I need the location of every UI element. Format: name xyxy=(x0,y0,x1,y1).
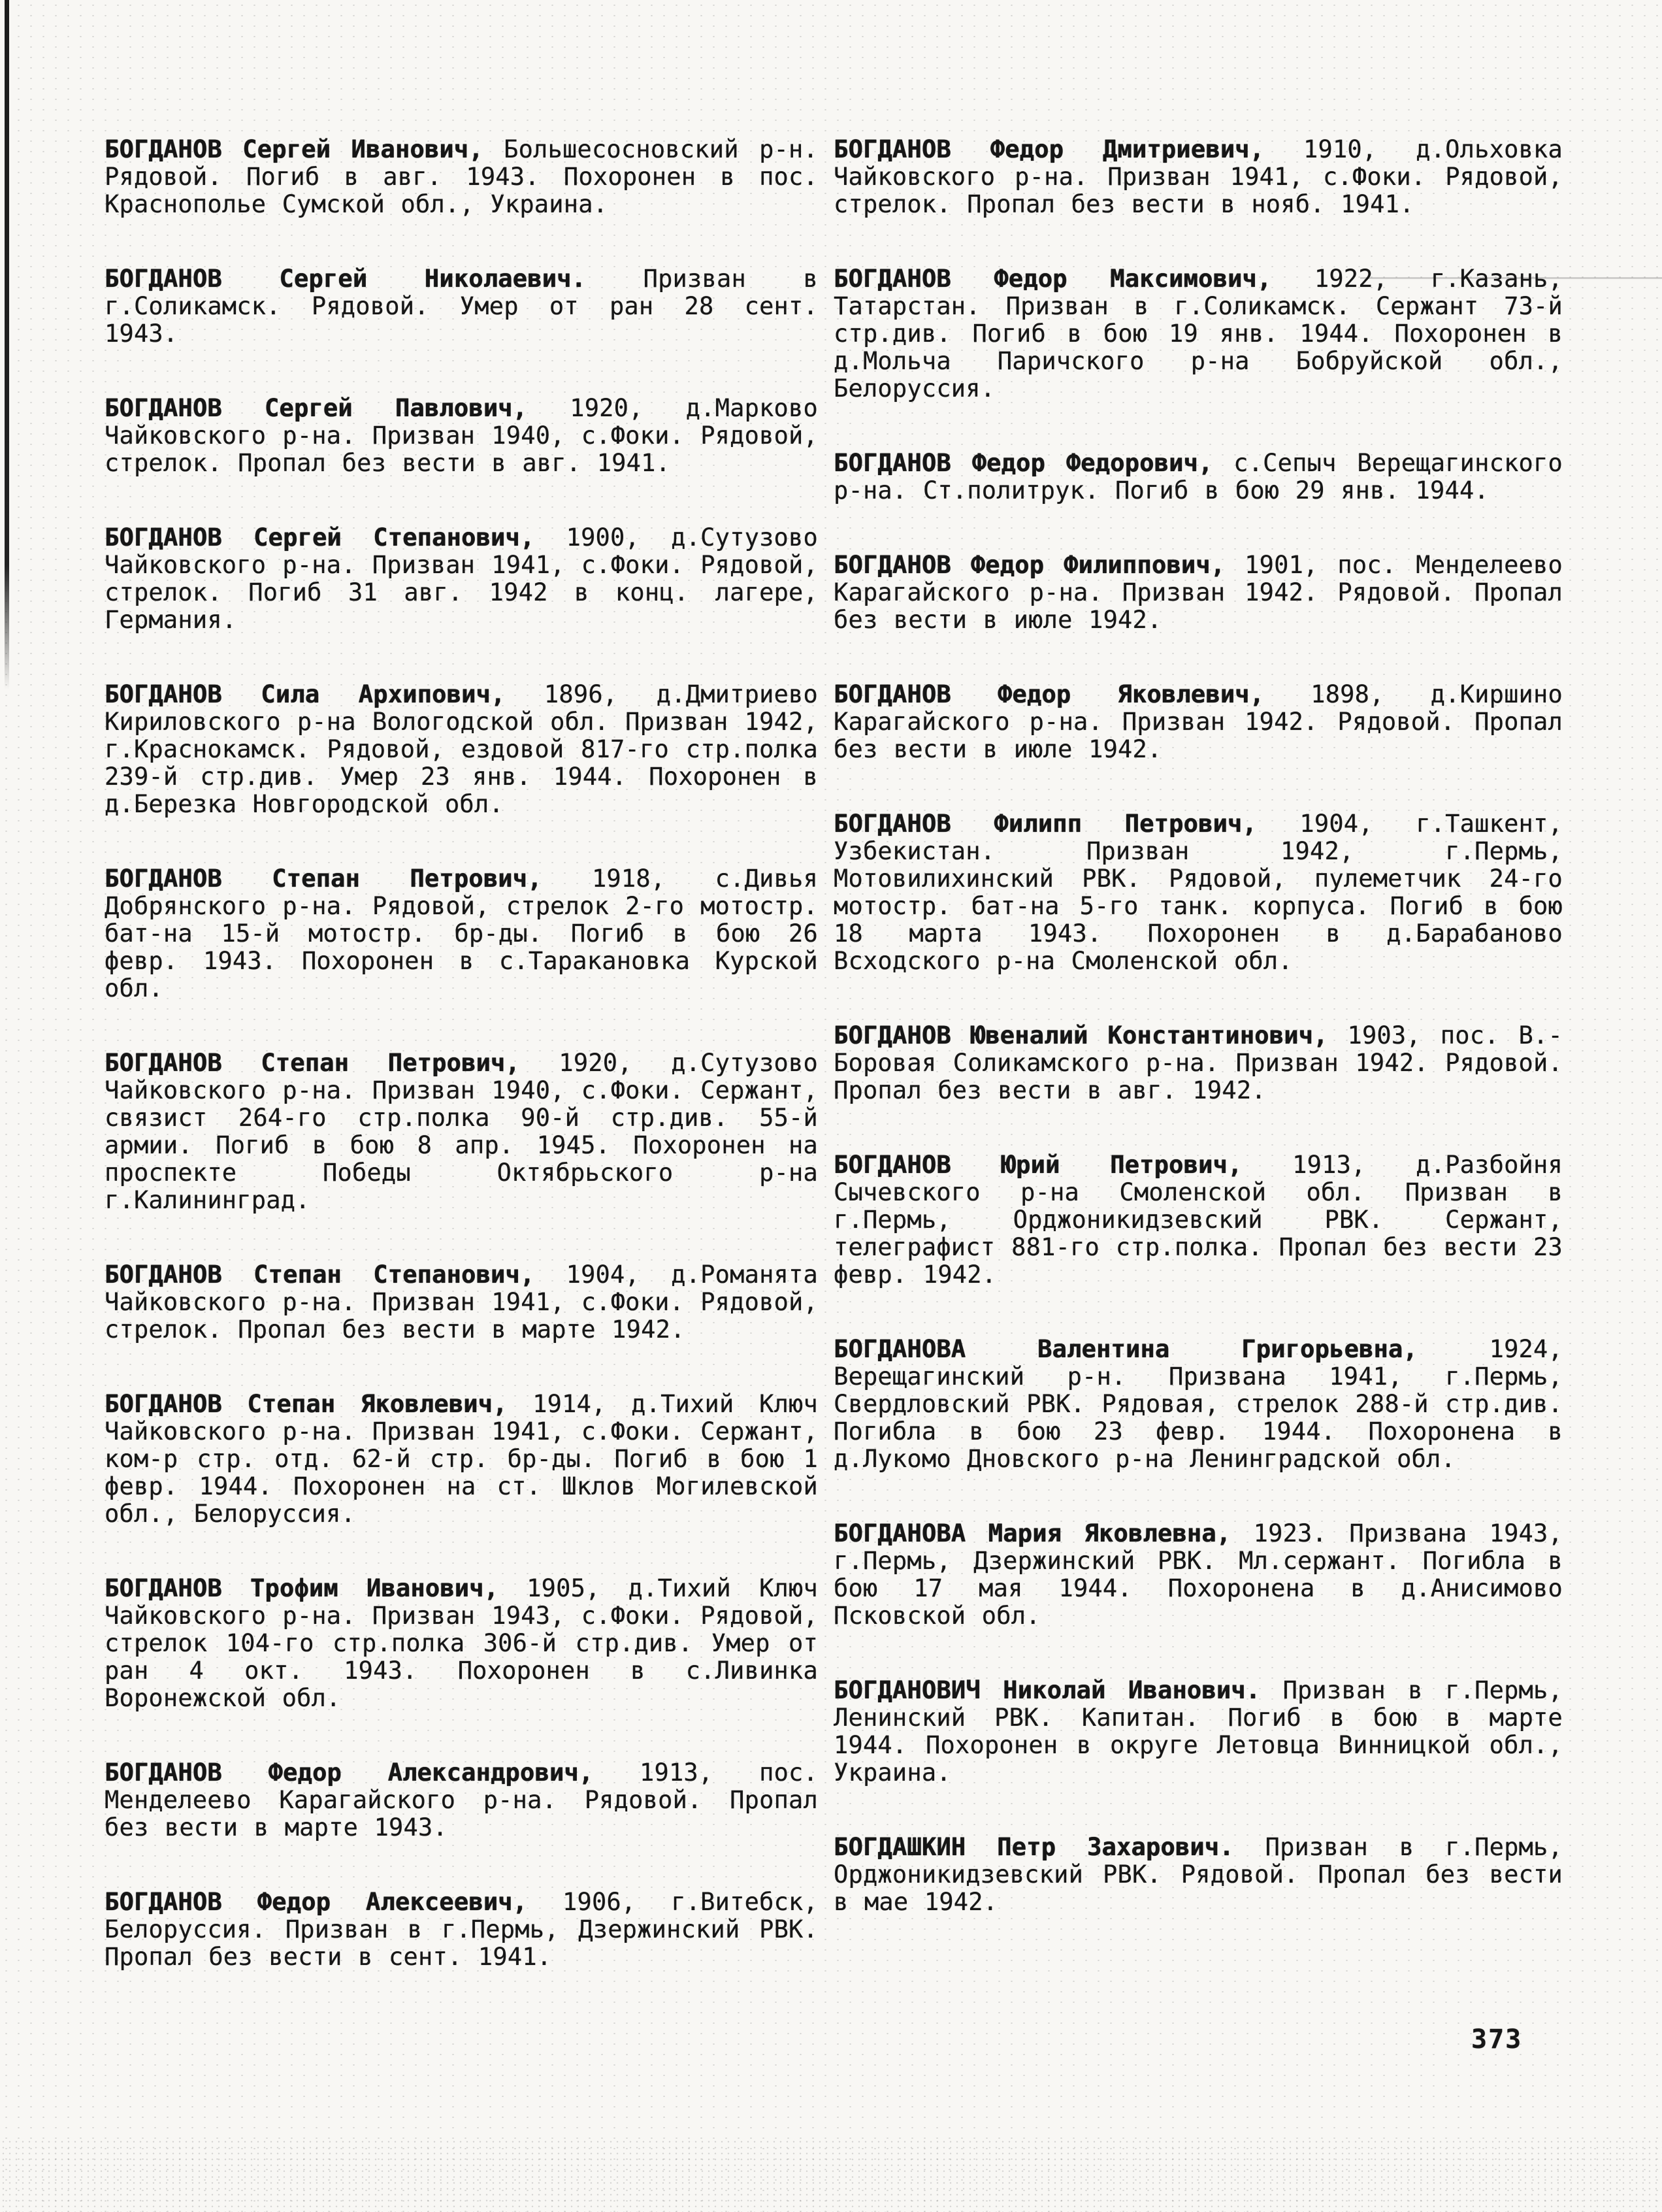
entry-surname-name: БОГДАНОВ Сергей Степанович, xyxy=(105,523,535,552)
entry-surname-name: БОГДАНОВ Федор Максимович, xyxy=(834,265,1272,293)
memorial-entry xyxy=(834,552,1563,634)
entry-details: 1920, д.Сутузово Чайковского р-на. Призван 1940, с.Фоки. Сержант, связист 264-го стр.полка 90-й стр.див. 55-й армии. Погиб в бою 8 апр. 1945. Похоронен на проспекте Победы Октябрьского р-на г.Калининград. xyxy=(105,1049,818,1214)
left-column xyxy=(105,136,818,1971)
right-column xyxy=(834,136,1563,1971)
entry-surname-name: БОГДАНОВ Юрий Петрович, xyxy=(834,1151,1243,1179)
entry-details: Призван в г.Пермь, Ленинский РВК. Капитан. Погиб в бою в марте 1944. Похоронен в округе Летовца Винницкой обл., Украина. xyxy=(834,1676,1563,1787)
entry-surname-name: БОГДАНОВ Федор Федорович, xyxy=(834,449,1213,477)
memorial-entry xyxy=(105,524,818,634)
entry-details: 1904, д.Романята Чайковского р-на. Призван 1941, с.Фоки. Рядовой, стрелок. Пропал без вести в марте 1942. xyxy=(105,1261,818,1344)
memorial-entry xyxy=(834,810,1563,975)
entry-surname-name: БОГДАНОВ Филипп Петрович, xyxy=(834,810,1257,838)
entry-details: 1906, г.Витебск, Белоруссия. Призван в г.Пермь, Дзержинский РВК. Пропал без вести в сент. 1941. xyxy=(105,1888,818,1971)
entry-details: 1904, г.Ташкент, Узбекистан. Призван 1942, г.Пермь, Мотовилихинский РВК. Рядовой, пулеметчик 24-го мотостр. бат-на 5-го танк. корпуса. Погиб в бою 18 марта 1943. Похоронен в д.Барабаново Всходского р-на Смоленской обл. xyxy=(834,810,1563,975)
entry-surname-name: БОГДАНОВ Федор Алексеевич, xyxy=(105,1888,528,1916)
entry-details: 1900, д.Сутузово Чайковского р-на. Призван 1941, с.Фоки. Рядовой, стрелок. Погиб 31 авг. 1942 в конц. лагере, Германия. xyxy=(105,523,818,634)
memorial-entry xyxy=(105,1049,818,1214)
entry-details: 1903, пос. В.-Боровая Соликамского р-на. Призван 1942. Рядовой. Пропал без вести в авг. 1942. xyxy=(834,1021,1563,1104)
entry-details: 1922, г.Казань, Татарстан. Призван в г.Соликамск. Сержант 73-й стр.див. Погиб в бою 19 янв. 1944. Похоронен в д.Мольча Паричского р-на Бобруйской обл., Белоруссия. xyxy=(834,265,1563,403)
text-columns xyxy=(105,136,1563,1971)
entry-surname-name: БОГДАНОВИЧ Николай Иванович. xyxy=(834,1676,1261,1704)
memorial-entry xyxy=(105,1261,818,1344)
entry-surname-name: БОГДАНОВА Валентина Григорьевна, xyxy=(834,1335,1418,1363)
entry-details: 1914, д.Тихий Ключ Чайковского р-на. Призван 1941, с.Фоки. Сержант, ком-р стр. отд. 62-й стр. бр-ды. Погиб в бою 1 февр. 1944. Похоронен на ст. Шклов Могилевской обл., Белоруссия. xyxy=(105,1390,818,1528)
entry-surname-name: БОГДАНОВ Федор Александрович, xyxy=(105,1758,594,1787)
memorial-entry xyxy=(834,681,1563,763)
entry-surname-name: БОГДАНОВ Сергей Иванович, xyxy=(105,135,483,163)
entry-surname-name: БОГДАШКИН Петр Захарович. xyxy=(834,1833,1234,1861)
memorial-entry xyxy=(834,1336,1563,1473)
page-number: 373 xyxy=(1471,2024,1523,2055)
memorial-entry xyxy=(105,1575,818,1712)
entry-details: Большесосновский р-н. Рядовой. Погиб в авг. 1943. Похоронен в пос. Краснополье Сумской обл., Украина. xyxy=(105,135,818,218)
entry-surname-name: БОГДАНОВ Сила Архипович, xyxy=(105,680,506,708)
memorial-entry xyxy=(105,1889,818,1971)
memorial-entry xyxy=(105,681,818,818)
entry-surname-name: БОГДАНОВ Ювеналий Константинович, xyxy=(834,1021,1328,1049)
entry-details: 1905, д.Тихий Ключ Чайковского р-на. Призван 1943, с.Фоки. Рядовой, стрелок 104-го стр.полка 306-й стр.див. Умер от ран 4 окт. 1943. Похоронен в с.Ливинка Воронежской обл. xyxy=(105,1574,818,1712)
memorial-entry xyxy=(834,1520,1563,1630)
entry-surname-name: БОГДАНОВА Мария Яковлевна, xyxy=(834,1519,1231,1547)
memorial-entry xyxy=(834,1151,1563,1289)
entry-details: 1924, Верещагинский р-н. Призвана 1941, г.Пермь, Свердловский РВК. Рядовая, стрелок 288-й стр.див. Погибла в бою 23 февр. 1944. Похоронена в д.Лукомо Дновского р-на Ленинградской обл. xyxy=(834,1335,1563,1473)
entry-details: 1920, д.Марково Чайковского р-на. Призван 1940, с.Фоки. Рядовой, стрелок. Пропал без вести в авг. 1941. xyxy=(105,394,818,477)
entry-details: Призван в г.Соликамск. Рядовой. Умер от ран 28 сент. 1943. xyxy=(105,265,818,348)
memorial-entry xyxy=(105,136,818,218)
memorial-entry xyxy=(834,265,1563,403)
entry-details: 1901, пос. Менделеево Карагайского р-на. Призван 1942. Рядовой. Пропал без вести в июле 1942. xyxy=(834,551,1563,634)
entry-surname-name: БОГДАНОВ Федор Дмитриевич, xyxy=(834,135,1265,163)
scan-artifact-left-edge-line xyxy=(5,0,9,689)
entry-surname-name: БОГДАНОВ Трофим Иванович, xyxy=(105,1574,499,1602)
memorial-entry xyxy=(834,1677,1563,1787)
memorial-entry xyxy=(834,1022,1563,1104)
entry-surname-name: БОГДАНОВ Степан Степанович, xyxy=(105,1261,535,1289)
memorial-entry xyxy=(834,1834,1563,1916)
memorial-entry xyxy=(105,265,818,348)
memorial-entry xyxy=(105,1759,818,1841)
entry-surname-name: БОГДАНОВ Федор Филиппович, xyxy=(834,551,1226,579)
memorial-entry xyxy=(105,1391,818,1528)
entry-details: 1898, д.Киршино Карагайского р-на. Призван 1942. Рядовой. Пропал без вести в июле 1942. xyxy=(834,680,1563,763)
entry-details: 1896, д.Дмитриево Кириловского р-на Вологодской обл. Призван 1942, г.Краснокамск. Рядовой, ездовой 817-го стр.полка 239-й стр.див. Умер 23 янв. 1944. Похоронен в д.Березка Новгородской обл. xyxy=(105,680,818,818)
memorial-entry xyxy=(834,136,1563,218)
entry-details: 1923. Призвана 1943, г.Пермь, Дзержинский РВК. Мл.сержант. Погибла в бою 17 мая 1944. Похоронена в д.Анисимово Псковской обл. xyxy=(834,1519,1563,1630)
entry-details: с.Сепыч Верещагинского р-на. Ст.политрук. Погиб в бою 29 янв. 1944. xyxy=(834,449,1563,504)
entry-surname-name: БОГДАНОВ Степан Яковлевич, xyxy=(105,1390,508,1418)
memorial-entry xyxy=(105,395,818,477)
entry-details: 1913, д.Разбойня Сычевского р-на Смоленской обл. Призван в г.Пермь, Орджоникидзевский РВК. Сержант, телеграфист 881-го стр.полка. Пропал без вести 23 февр. 1942. xyxy=(834,1151,1563,1289)
entry-surname-name: БОГДАНОВ Степан Петрович, xyxy=(105,1049,520,1077)
entry-surname-name: БОГДАНОВ Сергей Николаевич. xyxy=(105,265,587,293)
entry-details: 1913, пос. Менделеево Карагайского р-на. Рядовой. Пропал без вести в марте 1943. xyxy=(105,1758,818,1841)
entry-surname-name: БОГДАНОВ Сергей Павлович, xyxy=(105,394,528,422)
memorial-entry xyxy=(105,865,818,1002)
entry-details: 1910, д.Ольховка Чайковского р-на. Призван 1941, с.Фоки. Рядовой, стрелок. Пропал без вести в нояб. 1941. xyxy=(834,135,1563,218)
entry-details: 1918, с.Дивья Добрянского р-на. Рядовой, стрелок 2-го мотостр. бат-на 15-й мотостр. бр-ды. Погиб в бою 26 февр. 1943. Похоронен в с.Таракановка Курской обл. xyxy=(105,865,818,1002)
entry-details: Призван в г.Пермь, Орджоникидзевский РВК. Рядовой. Пропал без вести в мае 1942. xyxy=(834,1833,1563,1916)
memorial-entry xyxy=(834,450,1563,504)
entry-surname-name: БОГДАНОВ Степан Петрович, xyxy=(105,865,542,893)
scan-artifact-bottom-halftone-band xyxy=(0,2139,1662,2212)
entry-surname-name: БОГДАНОВ Федор Яковлевич, xyxy=(834,680,1265,708)
